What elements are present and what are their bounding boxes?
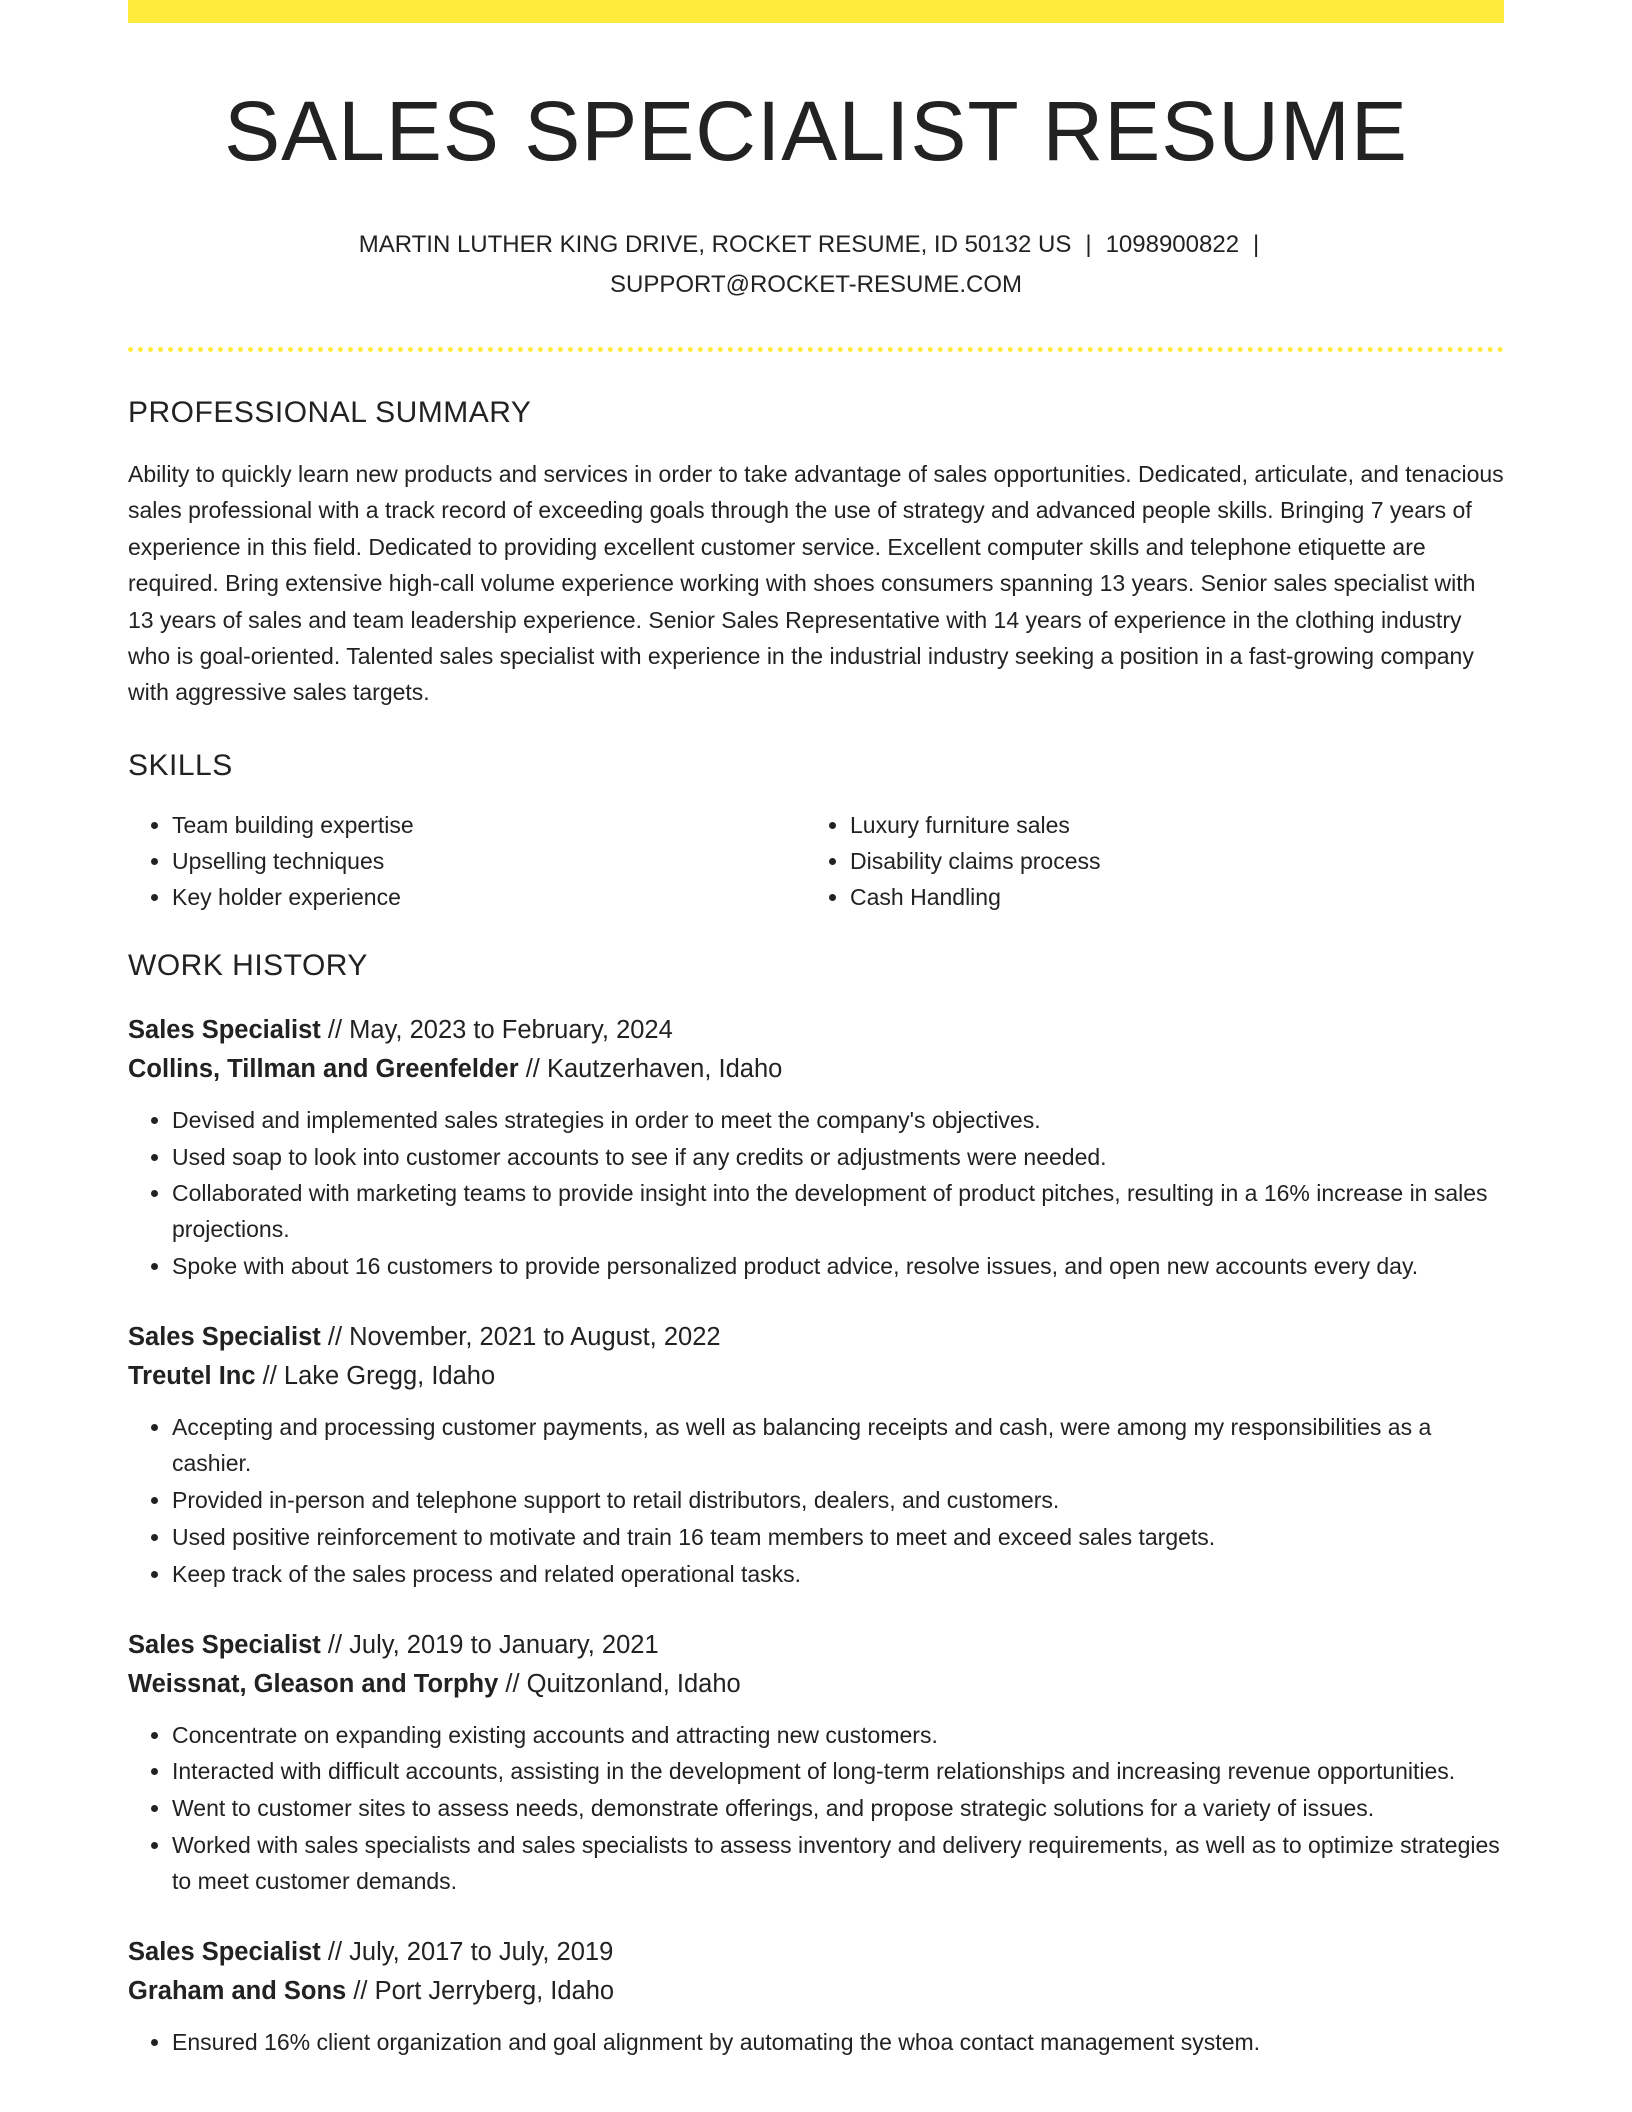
job-bullets — [128, 1717, 1504, 1899]
skill-item: • Cash Handling — [850, 879, 1484, 915]
skills-column-right — [806, 807, 1484, 915]
job-role: Sales Specialist — [128, 1015, 321, 1044]
job-role: Sales Specialist — [128, 1630, 321, 1659]
skill-item: • Team building expertise — [172, 807, 806, 843]
skills-list — [128, 807, 1504, 915]
job-dates: November, 2021 to August, 2022 — [349, 1323, 721, 1352]
job-separator: // — [320, 1323, 350, 1352]
job-bullet: • Ensured 16% client organization and goal alignment by automating the whoa contact management system. — [172, 2024, 1504, 2060]
job-entry — [128, 1626, 1504, 1899]
resume-title: SALES SPECIALIST RESUME — [224, 84, 1408, 178]
job-separator: // — [346, 1977, 375, 2006]
job-bullet: • Devised and implemented sales strategies in order to meet the company's objectives. — [172, 1102, 1504, 1138]
job-bullet: • Used positive reinforcement to motivate and train 16 team members to meet and exceed sales targets. — [172, 1519, 1504, 1555]
job-company: Treutel Inc — [128, 1362, 256, 1391]
job-bullet: • Keep track of the sales process and related operational tasks. — [172, 1556, 1504, 1592]
top-accent-bar — [128, 0, 1504, 23]
job-role: Sales Specialist — [128, 1938, 321, 1967]
job-role-line — [128, 1318, 1504, 1357]
job-role-line — [128, 1933, 1504, 1972]
job-dates: July, 2019 to January, 2021 — [349, 1630, 659, 1659]
job-dates: July, 2017 to July, 2019 — [349, 1938, 614, 1967]
job-bullet: • Went to customer sites to assess needs, demonstrate offerings, and propose strategic solutions for a variety of issues. — [172, 1790, 1504, 1826]
job-role-line — [128, 1011, 1504, 1050]
job-bullet: • Worked with sales specialists and sales specialists to assess inventory and delivery requirements, as well as to optimize strategies to meet customer demands. — [172, 1827, 1504, 1899]
job-separator: // — [255, 1362, 284, 1391]
job-location: Kautzerhaven, Idaho — [546, 1054, 783, 1083]
job-bullets — [128, 1409, 1504, 1591]
job-bullet: • Used soap to look into customer accounts to see if any credits or adjustments were needed. — [172, 1139, 1504, 1175]
job-company-line — [128, 1972, 1504, 2011]
job-role: Sales Specialist — [128, 1323, 321, 1352]
skill-item: • Upselling techniques — [172, 843, 806, 879]
summary-text: Ability to quickly learn new products and services in order to take advantage of sales opportunities. Dedicated, articulate, and tenacious sales professional with a track record of exceeding goals through the use of strategy and advanced people skills. Bringing 7 years of experience in this field. Dedicated to providing excellent customer service. Excellent computer skills and telephone etiquette are required. Bring extensive high-call volume experience working with shoes consumers spanning 13 years. Senior sales specialist with 13 years of sales and team leadership experience. Senior Sales Representative with 14 years of experience in the clothing industry who is goal-oriented. Talented sales specialist with experience in the industrial industry seeking a position in a fast-growing company with aggressive sales targets. — [128, 461, 1504, 706]
contact-address: MARTIN LUTHER KING DRIVE, ROCKET RESUME, ID 50132 US — [358, 231, 1072, 258]
contact-separator: | — [1085, 231, 1092, 258]
job-bullet: • Collaborated with marketing teams to provide insight into the development of product pitches, resulting in a 16% increase in sales projections. — [172, 1175, 1504, 1247]
skills-heading: SKILLS — [128, 748, 233, 782]
job-bullet: • Accepting and processing customer payments, as well as balancing receipts and cash, were among my responsibilities as a cashier. — [172, 1409, 1504, 1481]
job-entry — [128, 1933, 1504, 2060]
job-bullet: • Concentrate on expanding existing accounts and attracting new customers. — [172, 1717, 1504, 1753]
job-entry — [128, 1011, 1504, 1284]
job-location: Quitzonland, Idaho — [526, 1669, 741, 1698]
job-dates: May, 2023 to February, 2024 — [349, 1015, 673, 1044]
job-role-line — [128, 1626, 1504, 1665]
job-company-line — [128, 1665, 1504, 1704]
contact-email: SUPPORT@ROCKET-RESUME.COM — [610, 271, 1022, 298]
dotted-divider — [128, 347, 1504, 352]
job-bullets — [128, 2024, 1504, 2060]
job-separator: // — [320, 1630, 350, 1659]
job-bullets — [128, 1102, 1504, 1284]
contact-info — [128, 225, 1504, 305]
job-entry — [128, 1318, 1504, 1591]
job-location: Lake Gregg, Idaho — [283, 1362, 496, 1391]
job-company: Weissnat, Gleason and Torphy — [128, 1669, 499, 1698]
job-bullet: • Spoke with about 16 customers to provide personalized product advice, resolve issues, and open new accounts every day. — [172, 1248, 1504, 1284]
skill-item: • Luxury furniture sales — [850, 807, 1484, 843]
job-company-line — [128, 1050, 1504, 1089]
skill-item: • Disability claims process — [850, 843, 1484, 879]
job-company: Graham and Sons — [128, 1977, 347, 2006]
contact-separator: | — [1253, 231, 1260, 258]
job-separator: // — [320, 1938, 350, 1967]
job-company: Collins, Tillman and Greenfelder — [128, 1054, 519, 1083]
job-separator: // — [320, 1015, 350, 1044]
contact-phone: 1098900822 — [1105, 231, 1240, 258]
summary-heading: PROFESSIONAL SUMMARY — [128, 396, 532, 429]
skill-item: • Key holder experience — [172, 879, 806, 915]
job-separator: // — [518, 1054, 547, 1083]
resume-page — [128, 0, 1504, 2061]
job-separator: // — [498, 1669, 527, 1698]
job-company-line — [128, 1357, 1504, 1396]
job-bullet: • Interacted with difficult accounts, assisting in the development of long-term relationships and increasing revenue opportunities. — [172, 1753, 1504, 1789]
skills-column-left — [128, 807, 806, 915]
job-bullet: • Provided in-person and telephone support to retail distributors, dealers, and customers. — [172, 1482, 1504, 1518]
job-location: Port Jerryberg, Idaho — [374, 1977, 615, 2006]
work-history-heading: WORK HISTORY — [128, 948, 368, 982]
